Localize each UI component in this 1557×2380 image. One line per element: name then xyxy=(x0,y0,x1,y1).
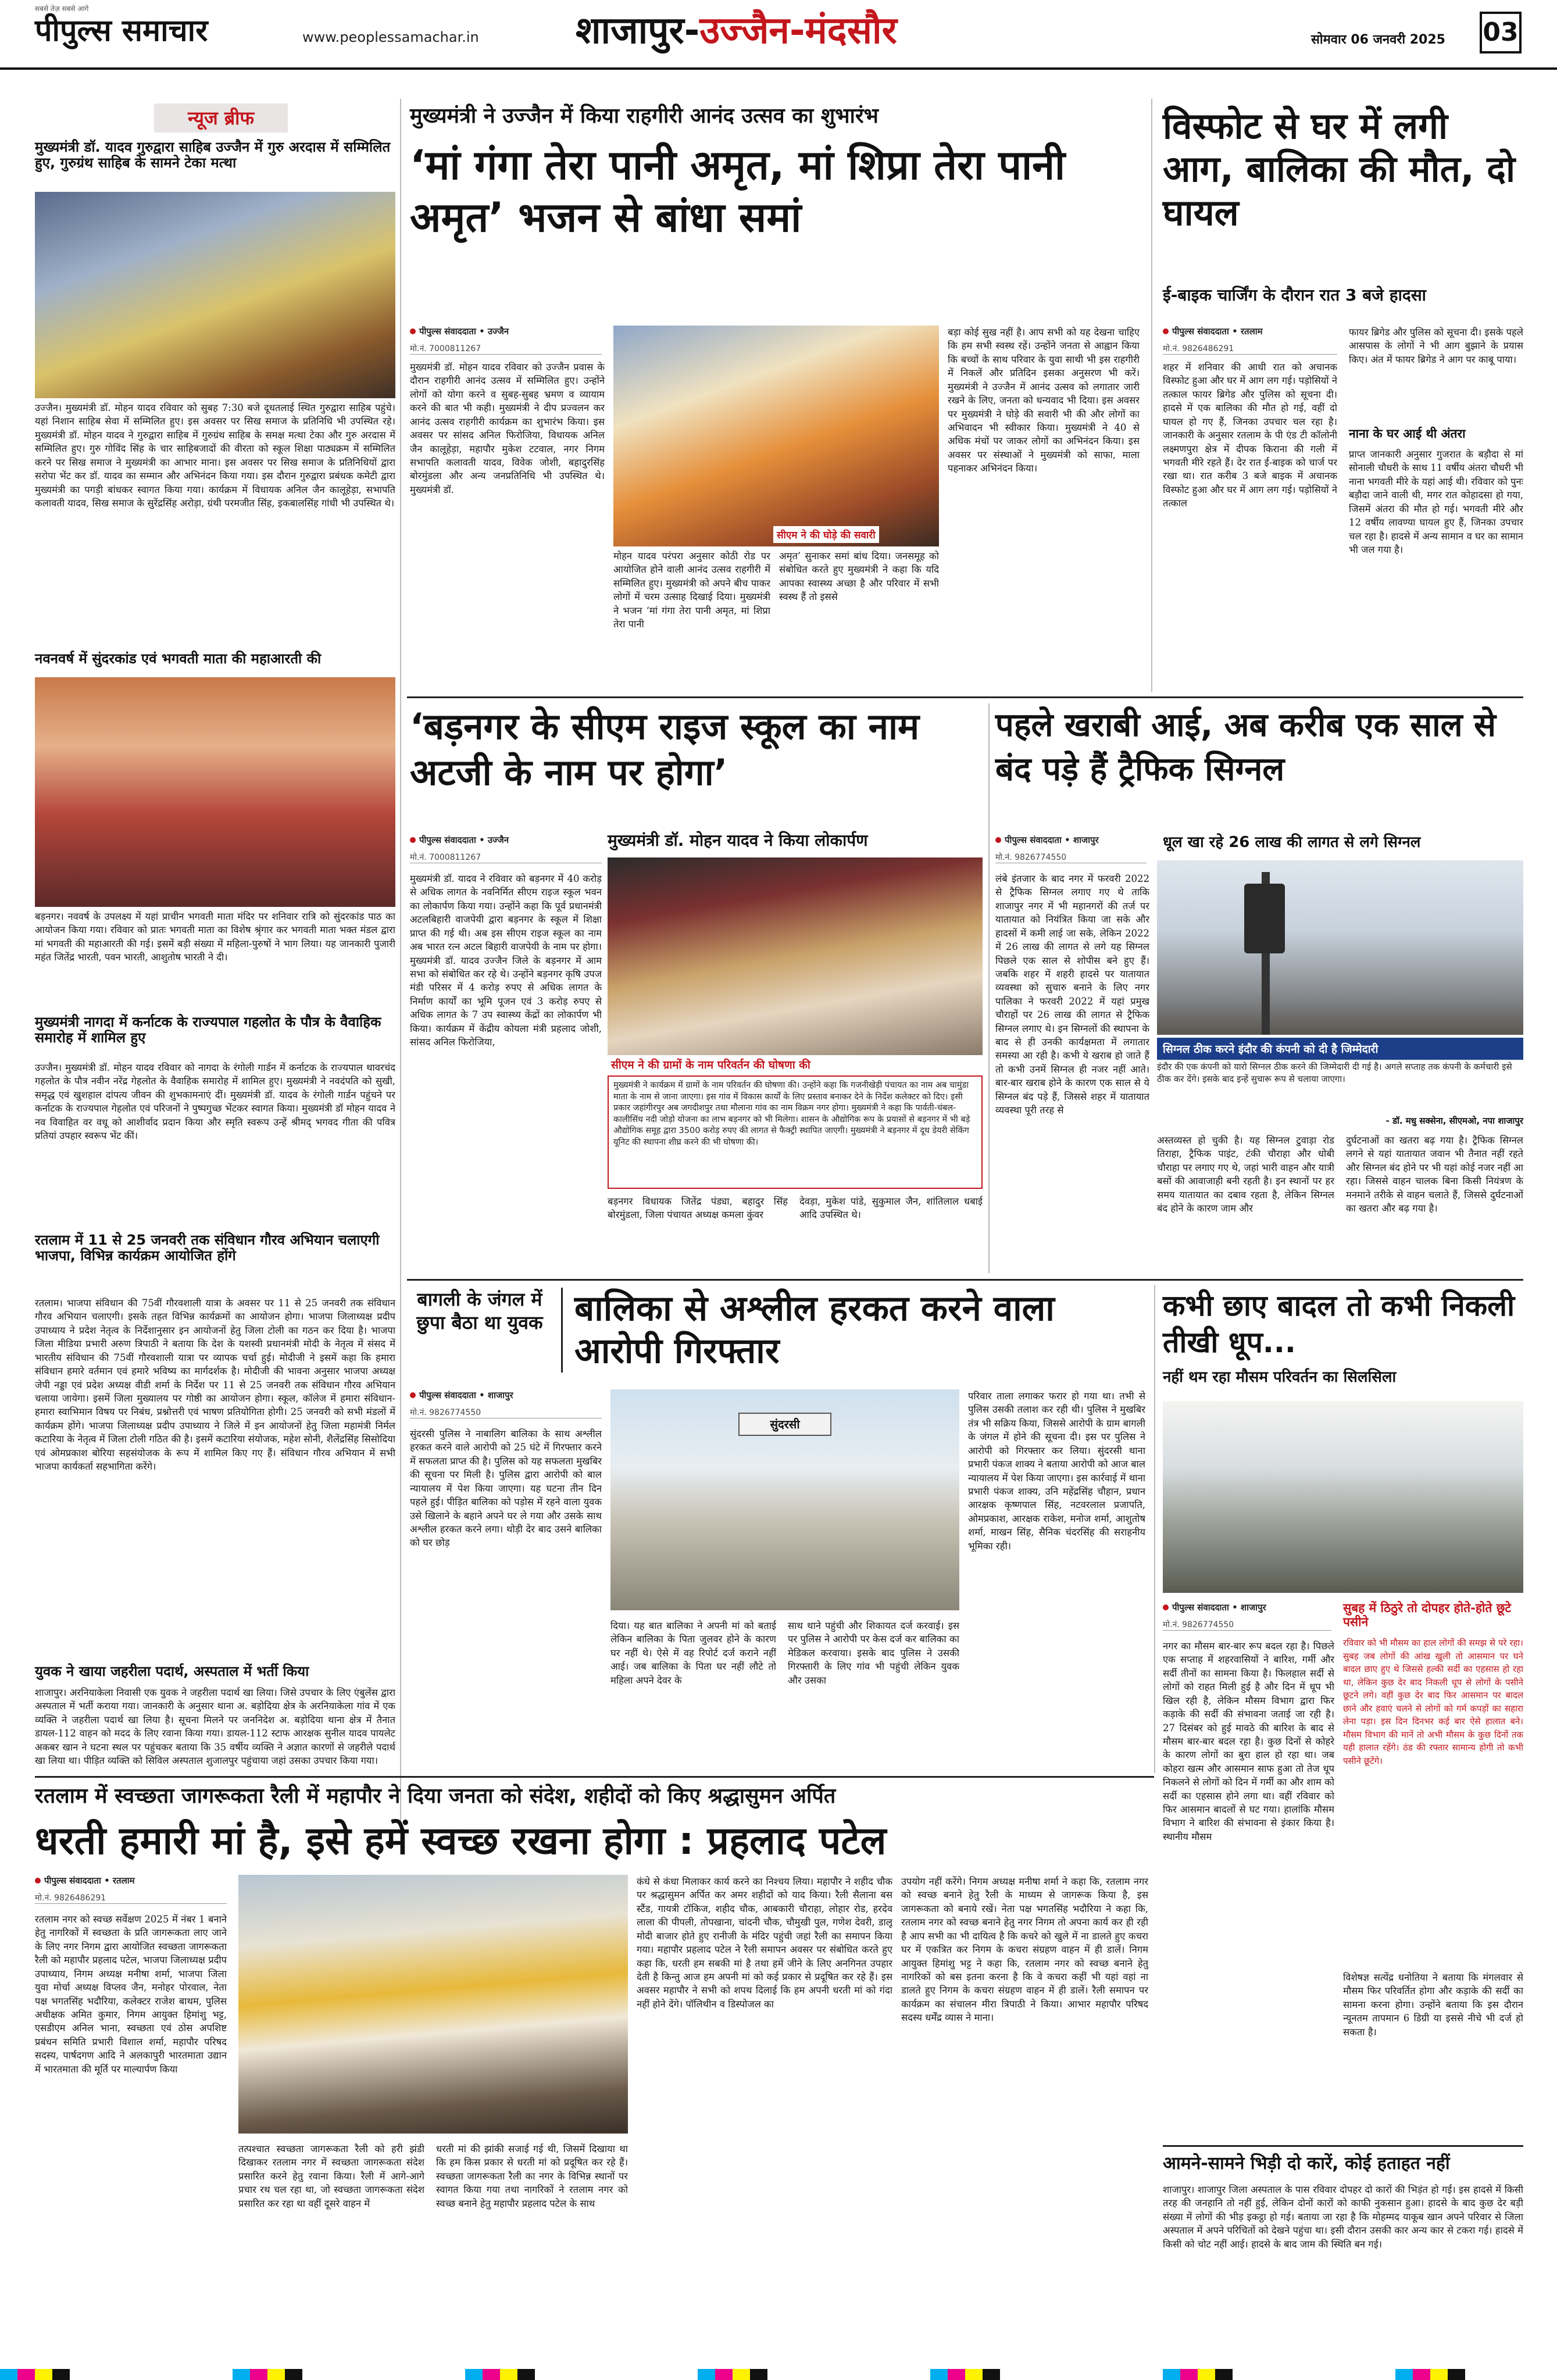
logo: पीपुल्स समाचार xyxy=(35,13,208,48)
story6-sub2-headline: आमने-सामने भिड़ी दो कारें, कोई हताहत नहीं xyxy=(1163,2153,1450,2174)
aarti-photo xyxy=(35,677,395,907)
police-station-sign: सुंदरसी xyxy=(738,1413,831,1436)
page-number: 03 xyxy=(1480,12,1522,53)
story7-mobile: मो.नं. 9826486291 xyxy=(35,1892,227,1904)
story1-headline: ‘मां गंगा तेरा पानी अमृत, मां शिप्रा तेरा पानी अमृत’ भजन से बांधा समां xyxy=(410,141,1066,241)
story2-col2: फायर ब्रिगेड और पुलिस को सूचना दी। इसके पहले आसपास के लोगों ने भी आग बुझाने के प्रयास किए। अंत में फायर ब्रिगेड ने आग पर काबू पाया। xyxy=(1349,327,1523,365)
website-url[interactable]: www.peoplessamachar.in xyxy=(302,29,479,45)
story1-col4: बड़ा कोई सुख नहीं है। आप सभी को यह देखना चाहिए कि हम सभी स्वस्थ रहें। उन्होंने जनता से आह्वान किया कि बच्चों के साथ परिवार के युवा साथी भी इस राहगीरी में निकलें और प्रतिदिन इसका अनुसरण भी करें। मुख्यमंत्री ने उज्जैन में आनंद उत्सव को लगातार जारी रखने के लिए, जनता को धन्यवाद भी दिया। इस अवसर पर मुख्यमंत्री ने घोड़े की सवारी भी की और लोगों का अभिवादन भी स्वीकार किया। मुख्यमंत्री ने 40 से अधिक मंचों पर जाकर लोगों का अभिनंदन किया। इस अवसर पर संस्थाओं ने मुख्यमंत्री को साफा, माला पहनाकर अभिनंदन किया। xyxy=(948,327,1140,474)
story2-col1: शहर में शनिवार की आधी रात को अचानक विस्फोट हुआ और घर में आग लग गई। पड़ोसियों ने तत्काल फायर ब्रिगेड और पुलिस को सूचना दी। हादसे में एक बालिका की मौत हो गई, वहीं दो घायल हो गए हैं, जिनका उपचार चल रहा है। जानकारी के अनुसार रतलाम के पी एंड टी कॉलोनी लक्ष्मणपुरा क्षेत्र में दीपक किराना की गली में भगवती मीरे रहते हैं। देर रात ई-बाइक को चार्ज पर रखा था। रात करीब 3 बजे बाइक में अचानक विस्फोट हुआ और घर में आग लग गई। पड़ोसियों ने तत्काल xyxy=(1163,362,1337,509)
divider-row3 xyxy=(35,1776,1154,1778)
brief-item1-headline: मुख्यमंत्री डॉ. यादव गुरुद्वारा साहिब उज्जैन में गुरु अरदास में सम्मिलित हुए, गुरुग्रंथ साहिब के सामने टेका मत्था xyxy=(35,139,391,171)
story3-byline xyxy=(410,834,509,846)
story3-photo xyxy=(608,857,983,1055)
story3-subhead: मुख्यमंत्री डॉ. मोहन यादव ने किया लोकार्पण xyxy=(608,831,868,850)
story6-col2: विशेषज्ञ सत्येंद्र धनोतिया ने बताया कि मंगलवार से मौसम फिर परिवर्तित होगा और कड़ाके की सर्दी का सामना करना होगा। उन्होंने बताया कि इस दौरान न्यूनतम तापमान 6 डिग्री या इससे नीचे भी दर्ज हो सकता है। xyxy=(1343,1972,1523,2038)
story7-byline xyxy=(35,1875,135,1886)
left-column-rule xyxy=(400,99,401,1854)
signal-head xyxy=(1244,884,1285,953)
story1-photo-caption: सीएम ने की घोड़े की सवारी xyxy=(773,526,879,543)
story5-mobile: मो.नं. 9826774550 xyxy=(410,1407,602,1418)
story5-col4: परिवार ताला लगाकर फरार हो गया था। तभी से पुलिस उसकी तलाश कर रही थी। पुलिस ने मुखबिर तंत्र भी सक्रिय किया, जिससे आरोपी के ग्राम बागली के जंगल में होने की सूचना दी। इस पर पुलिस ने आरोपी को गिरफ्तार कर लिया। सुंदरसी थाना प्रभारी पंकज शाक्य ने बताया आरोपी को आज बाल न्यायालय में पेश किया जाएगा। इस कार्रवाई में थाना प्रभारी पंकज शाक्य, उनि महेंद्रसिंह चौहान, प्रधान आरक्षक कृष्णपाल सिंह, नटवरलाल प्रजापति, ओमप्रकाश, आरक्षक राकेश, मनोज शर्मा, आशुतोष शर्मा, माखन सिंह, सैनिक चंदरसिंह की सराहनीय भूमिका रही। xyxy=(968,1391,1145,1552)
brief-item2-headline: नवनवर्ष में सुंदरकांड एवं भगवती माता की महाआरती की xyxy=(35,651,322,667)
story6-mobile: मो.नं. 9826774550 xyxy=(1163,1619,1331,1631)
brief-item5-headline: युवक ने खाया जहरीला पदार्थ, अस्पताल में भर्ती किया xyxy=(35,1663,309,1679)
byline-dot-icon xyxy=(995,837,1001,843)
story5-byline-text: पीपुल्स संवाददाता • शाजापुर xyxy=(419,1390,513,1400)
byline-dot-icon xyxy=(35,1878,41,1884)
story4-photo-caption: सिग्नल ठीक करने इंदौर की कंपनी को दी है जिम्मेदारी xyxy=(1157,1038,1523,1060)
byline-dot-icon xyxy=(410,328,416,334)
print-registration-bar xyxy=(0,2369,1557,2380)
story3-byline-text: पीपुल्स संवाददाता • उज्जैन xyxy=(419,835,509,845)
story2-subhead2: नाना के घर आई थी अंतरा xyxy=(1349,427,1466,441)
story6-headline: कभी छाए बादल तो कभी निकली तीखी धूप... xyxy=(1163,1289,1515,1359)
story5-col3: साथ थाने पहुंची और शिकायत दर्ज करवाई। इस पर पुलिस ने आरोपी पर केस दर्ज कर बालिका का मेडिकल करवाया। इसके बाद पुलिस ने उसकी गिरफ्तारी के लिए गांव भी पहुंची लेकिन युवक और उसका xyxy=(788,1620,959,1686)
story7-kicker: रतलाम में स्वच्छता जागरूकता रैली में महापौर ने दिया जनता को संदेश, शहीदों को किए श्रद्धासुमन अर्पित xyxy=(35,1784,836,1808)
story6-byline-text: पीपुल्स संवाददाता • शाजापुर xyxy=(1172,1602,1266,1613)
story5-headline: बालिका से अश्लील हरकत करने वाला आरोपी गिरफ्तार xyxy=(561,1288,1142,1373)
story1-photo xyxy=(613,326,939,546)
story1-col1: मुख्यमंत्री डॉ. मोहन यादव रविवार को उज्जैन प्रवास के दौरान राहगीरी आनंद उत्सव में सम्मिलित हुए। उन्होंने लोगों को योगा करने व सुबह-सुबह भ्रमण व व्यायाम करने की बात भी कही। मुख्यमंत्री ने दीप प्रज्वलन कर आनंद उत्सव राहगीरी कार्यक्रम का शुभारंभ किया। इस अवसर पर सांसद अनिल फिरोजिया, विधायक अनिल जैन कालूहेड़ा, महापौर मुकेश टटवाल, नगर निगम सभापति कलावती यादव, विवेक जोशी, बहादुरसिंह बोरमुंडला और अन्य जनप्रतिनिधि भी उपस्थित थे। मुख्यमंत्री डॉ. xyxy=(410,362,605,495)
story4-quote-by: - डॉ. मधु सक्सेना, सीएमओ, नपा शाजापुर xyxy=(1385,1116,1523,1126)
story5-col2: दिया। यह बात बालिका ने अपनी मां को बताई लेकिन बालिका के पिता जुलवर होने के कारण घर नहीं थे। ऐसे में वह रिपोर्ट दर्ज कराने नहीं आई। जब बालिका के पिता घर नहीं लौटे तो महिला अपने देवर के xyxy=(610,1620,776,1686)
traffic-signal-photo xyxy=(1157,860,1523,1035)
divider-right-bottom xyxy=(1163,2145,1523,2147)
story4-byline xyxy=(995,834,1099,846)
byline-dot-icon xyxy=(410,1392,416,1398)
police-station-photo xyxy=(610,1389,959,1610)
story5-side-head: बागली के जंगल में छुपा बैठा था युवक xyxy=(416,1288,543,1334)
story7-col4: कंधे से कंधा मिलाकर कार्य करने का निश्चय लिया। महापौर ने शहीद चौक पर श्रद्धासुमन अर्पित कर अमर शहीदों को याद किया। रैली सैलाना बस स्टैंड, गायत्री टॉकिज, शहीद चौक, आबकारी चौराहा, लोहार रोड, हरदेव लाला की पीपली, तोपखाना, चांदनी चौक, चौमुखी पुल, गणेश देवरी, डालू मोदी बाजार होते हुए रानीजी के मंदिर पहुंची जहां रैली का समापन किया गया। महापौर प्रहलाद पटेल ने रैली समापन अवसर पर संबोधित करते हुए कहा कि, धरती हम सबकी मां है तथा हमें जीने के लिए अनगिनत उपहार देती है किन्तु आज हम अपनी मां को कई प्रकार से प्रदूषित कर रहे हैं। इस अवसर महापौर ने सभी को शपथ दिलाई कि हम अपनी धरती मां को गंदा नहीं होने देंगे। पॉलिथीन व डिस्पोजल का xyxy=(637,1876,892,2010)
story6-subhead: नहीं थम रहा मौसम परिवर्तन का सिलसिला xyxy=(1163,1368,1397,1386)
story3-highlight: मुख्यमंत्री ने कार्यक्रम में ग्रामों के नाम परिवर्तन की घोषणा की। उन्होंने कहा कि गजनीखेड़ी पंचायत का नाम अब चामुंडा माता के नाम से जाना जाएगा। इस गांव में विकास कार्यों के लिए प्रस्ताव बनाकर देने के निर्देश कलेक्टर को दिए। इसी प्रकार जहांगीरपुर अब जगदीशपुर तथा मौलाना गांव का नाम विक्रम नगर होगा। मुख्यमंत्री ने कहा कि पार्वती-चंबल-कालीसिंध नदी जोड़ो योजना का लाभ बड़नगर को भी मिलेगा। शासन के औद्योगिक रूप के प्रयासों से बड़नगर में भी बड़े औद्योगिक समूह द्वारा 3500 करोड़ रुपए की लागत से फैक्ट्री स्थापित जाएगी। मुख्यमंत्री ने बड़नगर में दूध डेयरी सेकिंग यूनिट की स्थापना शीघ्र करने की भी घोषणा की। xyxy=(608,1075,983,1189)
story6-side-text: रविवार को भी मौसम का हाल लोगों की समझ से परे रहा। सुबह जब लोगों की आंख खुली तो आसमान पर घने बादल छाए हुए थे जिससे हल्की सर्दी का एहसास हो रहा था, लेकिन कुछ देर बाद निकली धूप से लोगों के पसीने छूटने लगे। वहीं कुछ देर बाद फिर आसमान पर बादल छाने और हवाएं चलने से लोगों को गर्म कपड़ों का सहारा लेना पड़ा। इस दिन दिनभर कई बार ऐसे हालात बने। मौसम विभाग की मानें तो अभी मौसम के कुछ दिनों तक यही हालात रहेंगे। ठंड की रफ्तार सामान्य होगी तो कभी पसीने छूटेंगे। xyxy=(1343,1638,1523,1766)
story5-rule xyxy=(1154,1285,1155,1773)
brief-item4-headline: रतलाम में 11 से 25 जनवरी तक संविधान गौरव अभियान चलाएगी भाजपा, विभिन्न कार्यक्रम आयोजित होंगे xyxy=(35,1232,380,1264)
story2-byline xyxy=(1163,326,1263,337)
logo-tagline: सबसे तेज़ सबसे आगे xyxy=(35,5,89,13)
weather-photo xyxy=(1163,1401,1523,1593)
story4-col2: अस्तव्यस्त हो चुकी है। यह सिग्नल टुवाड़ा रोड तिराहा, ट्रैफिक पाइंट, टंकी चौराहा और धोबी चौराहा पर लगाए गए थे, जहां भारी वाहन और यात्री बसों की आवाजाही बनी रहती है। इन स्थानों पर हर समय यातायात का दबाव रहता है, लेकिन सिग्नल बंद होने के कारण जाम और xyxy=(1157,1135,1334,1214)
story1-col3: अमृत’ सुनाकर समां बांध दिया। जनसमूह को संबोधित करते हुए मुख्यमंत्री ने कहा कि यदि आपका स्वास्थ्य अच्छा है और परिवार में सभी स्वस्थ हैं तो इससे xyxy=(779,551,939,603)
story6-side-head: सुबह में ठिठुरे तो दोपहर होते-होते छूटे पसीने xyxy=(1343,1601,1511,1629)
story3-col3: देवड़ा, मुकेश पांडे, सुकुमाल जैन, शांतिलाल धबाई आदि उपस्थित थे। xyxy=(799,1196,983,1221)
story4-headline: पहले खराबी आई, अब करीब एक साल से बंद पड़े हैं ट्रैफिक सिग्नल xyxy=(995,706,1496,788)
story3-col1: मुख्यमंत्री डॉ. यादव ने रविवार को बड़नगर में 40 करोड़ से अधिक लागत के नवनिर्मित सीएम राइज स्कूल भवन का लोकार्पण किया गया। उन्होंने कहा कि पूर्व प्रधानमंत्री अटलबिहारी वाजपेयी द्वारा बड़नगर के स्कूल में शिक्षा प्राप्त की गई थी। अब इस सीएम राइज स्कूल का नाम अब भारत रत्न अटल बिहारी वाजपेयी के नाम पर होगा। मुख्यमंत्री डॉ. यादव उज्जैन जिले के बड़नगर में आम सभा को संबोधित कर रहे थे। उन्होंने बड़नगर कृषि उपज मंडी परिसर में 4 करोड़ रुपए से अधिक लागत के निर्माण कार्यों का भूमि पूजन एवं 3 करोड़ रुपए से अधिक लागत के 7 उप स्वास्थ्य केंद्रों का लोकार्पण भी किया। कार्यक्रम में केंद्रीय कोयला मंत्री प्रहलाद जोशी, सांसद अनिल फिरोजिया, xyxy=(410,873,602,1048)
story4-col3: दुर्घटनाओं का खतरा बढ़ गया है। ट्रैफिक सिग्नल लगने से यहां यातायात जवान भी तैनात नहीं रहते और सिग्नल बंद होने पर भी यहां कोई नजर नहीं आ रहा। जिससे वाहन चालक बिना किसी नियंत्रण के मनमाने तरीके से वाहन चलाते हैं, जिससे दुर्घटनाओं का खतरा और बढ़ गया है। xyxy=(1346,1135,1523,1214)
story3-photo-caption: सीएम ने की ग्रामों के नाम परिवर्तन की घोषणा की xyxy=(608,1055,983,1074)
story4-col1: लंबे इंतजार के बाद नगर में फरवरी 2022 से ट्रैफिक सिग्नल लगाए गए थे ताकि शाजापुर नगर में भी महानगरों की तर्ज पर यातायात को नियंत्रित किया जा सके और हादसों में कमी लाई जा सके, लेकिन 2022 में 26 लाख की लागत से लगे यह सिग्नल पिछले एक साल से शोपीस बने हुए हैं। जबकि शहर में शहरी हादसे पर यातायात व्यवस्था को सुचारु बनाने के लिए नगर पालिका ने फरवरी 2022 में यहां प्रमुख चौराहों पर 26 लाख की लागत से ट्रैफिक सिग्नल लगाए थे। इन सिग्नलों की स्थापना के बाद से ही उनकी कार्यक्षमता में लगातार समस्या आ रही है। कभी ये खराब हो जाते हैं तो कभी उनमें सिग्नल ही नजर नहीं आते। बार-बार खराब होने के कारण एक साल से ये सिग्नल बंद पड़े हैं, जिससे शहर में यातायात व्यवस्था पूरी तरह से xyxy=(995,873,1149,1116)
brief-item4-text: रतलाम। भाजपा संविधान की 75वीं गौरवशाली यात्रा के अवसर पर 11 से 25 जनवरी तक संविधान गौरव अभियान चलाएगी। इसके तहत विभिन्न कार्यक्रमों का आयोजन होगा। भाजपा जिलाध्यक्ष प्रदीप उपाध्याय ने प्रदेश नेतृत्व के निर्देशानुसार इन आयोजनों हेतु जिला टोली का गठन कर दिया है। भाजपा जिला मीडिया प्रभारी अरुण त्रिपाठी ने बताया कि देश के यशस्वी प्रधानमंत्री मोदी के नेतृत्व में संसद में भारतीय संविधान की 75वीं गौरवशाली यात्रा पर व्यापक चर्चा हुई। मोदीजी ने इसमें कहा कि हमारा संविधान हमारे वर्तमान एवं हमारे भविष्य का मार्गदर्शक है। मोदीजी की भावना अनुसार भाजपा अध्यक्ष जेपी नड्डा एवं प्रदेश अध्यक्ष वीडी शर्मा के निर्देश पर 11 से 25 जनवरी तक संविधान गौरव अभियान चलाया जायेगा। इसमें जिला मुख्यालय पर गोष्ठी का आयोजन होगा। स्कूल, कॉलेज में हमारा संविधान-हमारा स्वाभिमान विषय पर निबंध, प्रश्नोत्तरी एवं भाषण प्रतियोगिता होगी। 25 जनवरी को सभी मंडलों में कार्यक्रम होंगे। भाजपा जिलाध्यक्ष प्रदीप उपाध्याय ने जिले में इन आयोजनों हेतु जिला महामंत्री निर्मल कटारिया के नेतृत्व में जिला टोली गठित की है। इसमें कटारिया संयोजक, महेश सोनी, शैलेंद्रसिंह सिसोदिया एवं ओमप्रकाश बोरिया सहसंयोजक के रूप में शामिल किए गए हैं। संविधान गौरव अभियान में सभी भाजपा कार्यकर्ता सहभागिता करेंगे। xyxy=(35,1298,395,1473)
brief-item1-text: उज्जैन। मुख्यमंत्री डॉ. मोहन यादव रविवार को सुबह 7:30 बजे दूधतलाई स्थित गुरुद्वारा साहिब पहुंचे। यहां निशान साहिब सेवा में सम्मिलित हुए। इस अवसर पर सिख समाज के प्रतिनिधि भी उपस्थित रहे। मुख्यमंत्री डॉ. मोहन यादव ने गुरुद्वारा साहिब में गुरुग्रंथ साहिब के समक्ष मत्था टेका और गुरु अरदास में सम्मिलित हुए। गुरु गोविंद सिंह के चार साहिबजादों की वीरता को स्कूल शिक्षा पाठ्यक्रम में सम्मिलित करने पर सिख समाज ने मुख्यमंत्री का आभार माना। इस अवसर पर सिख समाज के प्रतिनिधियों द्वारा सरोपा भेंट कर डॉ. यादव का सम्मान और अभिनंदन किया गया। इस दौरान गुरुद्वारा प्रबंधक कमेटी द्वारा मुख्यमंत्री का पगड़ी बांधकर स्वागत किया गया। कार्यक्रम में विधायक अनिल जैन कालूहेड़ा, सभापति कलावती यादव, सिख समाज के सुरेंद्रसिंह अरोड़ा, ग्रंथी परमजीत सिंह, इकबालसिंह गांधी भी उपस्थित थे। xyxy=(35,402,395,509)
story7-col3: धरती मां की झांकी सजाई गई थी, जिसमें दिखाया था कि हम किस प्रकार से धरती मां को प्रदूषित कर रहे हैं। स्वच्छता जागरूकता रैली का नगर के विभिन्न स्थानों पर स्वागत किया गया तथा नागरिकों ने रतलाम नगर को स्वच्छ बनाने हेतु महापौर प्रहलाद पटेल के साथ xyxy=(436,2143,628,2209)
story7-headline: धरती हमारी मां है, इसे हमें स्वच्छ रखना होगा : प्रहलाद पटेल xyxy=(35,1818,887,1863)
byline-dot-icon xyxy=(1163,328,1169,334)
brief-item2-text: बड़नगर। नववर्ष के उपलक्ष्य में यहां प्राचीन भगवती माता मंदिर पर शनिवार रात्रि को सुंदरकांड पाठ का आयोजन किया गया। रविवार को प्रातः भगवती माता का विशेष श्रृंगार कर भगवती माता भक्त मंडल द्वारा मां भगवती की महाआरती की गई। इसमें बड़ी संख्या में महिला-पुरुषों ने भाग लिया। यह जानकारी पुजारी महंत जितेंद्र भारती, पवन भारती, आशुतोष भारती ने दी। xyxy=(35,911,395,963)
story7-col5: उपयोग नहीं करेंगे। निगम अध्यक्ष मनीषा शर्मा ने कहा कि, रतलाम नगर को स्वच्छ बनाने हेतु रैली के माध्यम से जागरूक किया है, इस जागरूकता को बनाये रखें। नेता पक्ष भगतसिंह भदौरिया ने कहा कि, रतलाम नगर को स्वच्छ बनाने हेतु नगर निगम तो अपना कार्य कर ही रही है आप सभी का भी दायित्व है कि कचरे को खुले में ना डालते हुए कचरा घर में एकत्रित कर निगम के कचरा संग्रहण वाहन में ही डालें। निगम आयुक्त हिमांशु भट्ट ने कहा कि, रतलाम नगर को स्वच्छ बनाने हेतु नागरिकों को बस इतना करना है कि वे कचरा कहीं भी यहां वहां ना डालते हुए निगम के कचरा संग्रहण वाहन में ही डालें। रैली समापन पर कार्यक्रम का संचालन मीरा त्रिपाठी ने किया। आभार महापौर परिषद सदस्य धर्मेंद्र व्यास ने माना। xyxy=(901,1876,1148,2024)
story6-byline xyxy=(1163,1602,1266,1613)
cleanliness-rally-photo xyxy=(238,1875,628,2134)
divider-row2 xyxy=(407,1279,1523,1281)
story1-col2: मोहन यादव परंपरा अनुसार कोठी रोड पर आयोजित होने वाली आनंद उत्सव राहगीरी में सम्मिलित हुए। मुख्यमंत्री को अपने बीच पाकर लोगों में चरम उत्साह दिखाई दिया। मुख्यमंत्री ने भजन ‘मां गंगा तेरा पानी अमृत, मां शिप्रा तेरा पानी xyxy=(613,551,770,630)
divider-row1 xyxy=(407,696,1523,698)
story3-col2: बड़नगर विधायक जितेंद्र पंड्या, बहादुर सिंह बोरमुंडला, जिला पंचायत अध्यक्ष कमला कुंवर xyxy=(608,1196,788,1221)
masthead xyxy=(0,0,1557,70)
gurudwara-photo xyxy=(35,192,395,398)
story4-byline-text: पीपुल्स संवाददाता • शाजापुर xyxy=(1005,835,1099,845)
byline-dot-icon xyxy=(1163,1604,1169,1610)
brief-item5-text: शाजापुर। अरनियाकेला निवासी एक युवक ने जहरीला पदार्थ खा लिया। जिसे उपचार के लिए एंबुलेंस द्वारा अस्पताल में भर्ती कराया गया। जानकारी के अनुसार थाना अ. बड़ोदिया क्षेत्र के अरनियाकेला गांव में एक व्यक्ति ने जहरीला पदार्थ खा लिया है। सूचना मिलने पर जननिदेश अ. बड़ोदिया थाना क्षेत्र में तैनात डायल-112 वाहन को मदद के लिए रवाना किया गया। डायल-112 स्टाफ आरक्षक सुनील यादव पायलेट अकबर खान ने घटना स्थल पर पहुंचकर बताया कि 35 वर्षीय व्यक्ति ने अज्ञात कारणों से जहरीले पदार्थ खा लिया था। पीड़ित व्यक्ति को सिविल अस्पताल शुजालपुर पहुंचाया जहां उसका उपचार किया गया। xyxy=(35,1687,395,1767)
story7-byline-text: पीपुल्स संवाददाता • रतलाम xyxy=(44,1875,135,1886)
story4-subhead: धूल खा रहे 26 लाख की लागत से लगे सिग्नल xyxy=(1163,834,1421,851)
story4-mobile: मो.नं. 9826774550 xyxy=(995,852,1147,863)
brief-item3-text: उज्जैन। मुख्यमंत्री डॉ. मोहन यादव रविवार को नागदा के रंगोली गार्डन में कर्नाटक के राज्यपाल थावरचंद गहलोत के पौत्र नवीन नरेंद्र गेहलोत के वैवाहिक समारोह में शामिल हुए। मुख्यमंत्री ने नवदंपति को सुखी, समृद्ध एवं खुशहाल दांपत्य जीवन की शुभकामनाएं दीं। मुख्यमंत्री डॉ. यादव के रंगोली गार्डन पहुंचने पर कर्नाटक के राज्यपाल गेहलोत एवं परिजनों ने पुष्पगुच्छ भेंटकर स्वागत किया। मुख्यमंत्री डॉ मोहन यादव ने नव विवाहित वर वधू को आशीर्वाद प्रदान किया और स्मृति स्वरूप उन्हें श्रीमद् भगवद गीता की पवित्र प्रतियां उपहार स्वरूप भेंट कीं। xyxy=(35,1062,395,1142)
story3-mobile: मो.नं. 7000811267 xyxy=(410,852,602,863)
story7-col2: तत्पश्चात स्वच्छता जागरूकता रैली को हरी झंडी दिखाकर रतलाम नगर में स्वच्छता जागरूकता संदेश प्रसारित करने हेतु रवाना किया। रैली में आगे-आगे प्रचार रथ चल रहा था, जो स्वच्छता जागरूकता संदेश प्रसारित कर रहा था वहीं दूसरे वाहन में xyxy=(238,2143,424,2209)
story1-rule xyxy=(1151,99,1152,692)
story2-headline: विस्फोट से घर में लगी आग, बालिका की मौत, दो घायल xyxy=(1163,105,1516,234)
region-title-part1: शाजापुर- xyxy=(576,9,700,52)
brief-item3-headline: मुख्यमंत्री नागदा में कर्नाटक के राज्यपाल गहलोत के पौत्र के वैवाहिक समारोह में शामिल हुए xyxy=(35,1014,381,1046)
story5-col1: सुंदरसी पुलिस ने नाबालिग बालिका के साथ अश्लील हरकत करने वाले आरोपी को 25 घंटे में गिरफ्तार करने में सफलता प्राप्त की है। पुलिस को यह सफलता मुखबिर की सूचना पर मिली है। पुलिस द्वारा आरोपी को बाल न्यायालय में पेश किया जाएगा। यह घटना तीन दिन पहले हुई। पीड़ित बालिका को पड़ोस में रहने वाला युवक उसे खिलाने के बहाने अपने घर ले गया और उसके साथ अश्लील हरकत करने लगा। थोड़ी देर बाद उसने बालिका को घर छोड़ xyxy=(410,1428,602,1549)
story6-col1: नगर का मौसम बार-बार रूप बदल रहा है। पिछले एक सप्ताह में शहरवासियों ने बारिश, गर्मी और सर्दी तीनों का सामना किया है। फिलहाल सर्दी से लोगों को राहत मिली हुई है और दिन में धूप भी खिल रही है, लेकिन मौसम विभाग द्वारा फिर कड़ाके की सर्दी की संभावना जताई जा रही है। 27 दिसंबर को हुई मावठे की बारिश के बाद से मौसम बार-बार बदल रहा है। कुछ दिनों से कोहरे के कारण लोगों का बुरा हाल हो रहा था। जब कोहरा खत्म और आसमान साफ हुआ तो तेज धूप निकलने से लोगों को दिन में गर्मी का और शाम को सर्दी का एहसास होने लगा था। वहीं रविवार को फिर आसमान बादलों से घट गया। हालांकि मौसम विभाग ने बारिश की संभावना से इंकार किया है। स्थानीय मौसम xyxy=(1163,1641,1334,1842)
issue-date: सोमवार 06 जनवरी 2025 xyxy=(1311,33,1445,47)
story4-quote: इंदौर की एक कंपनी को यारो सिग्नल ठीक करने की जिम्मेदारी दी गई है। अगले सप्ताह तक कंपनी के कर्मचारी इसे ठीक कर देंगे। इसके बाद इन्हें सुचारू रूप से चलाया जाएगा। xyxy=(1157,1062,1512,1084)
region-title-part2: उज्जैन-मंदसौर xyxy=(699,9,897,52)
news-brief-label: न्यूज ब्रीफ xyxy=(154,103,288,133)
story3-headline: ‘बड़नगर के सीएम राइज स्कूल का नाम अटजी के नाम पर होगा’ xyxy=(410,705,920,794)
story1-byline-text: पीपुल्स संवाददाता • उज्जैन xyxy=(419,326,509,337)
story2-byline-text: पीपुल्स संवाददाता • रतलाम xyxy=(1172,326,1263,337)
byline-dot-icon xyxy=(410,837,416,843)
story1-byline xyxy=(410,326,509,337)
story2-subhead: ई-बाइक चार्जिंग के दौरान रात 3 बजे हादसा xyxy=(1163,285,1426,305)
story2-mobile: मो.नं. 9826486291 xyxy=(1163,343,1337,355)
region-title xyxy=(576,10,897,52)
story1-mobile: मो.नं. 7000811267 xyxy=(410,343,602,355)
story5-byline xyxy=(410,1389,513,1401)
story2-col2b: प्राप्त जानकारी अनुसार गुजरात के बड़ौदा से मां सोनाली चौधरी के साथ 11 वर्षीय अंतरा चौधरी भी नाना भगवती मीरे के यहां आई थी। रविवार को पुनः बड़ौदा जाने वाली थी, मगर रात कोहादसा हो गया, जिसमें अंतरा की मौत हो गई। भगवती मीरे और 12 वर्षीय लावण्या घायल हुए हैं, जिनका उपचार चल रहा है। हादसे में अन्य सामान व घर का सामान भी जल गया है। xyxy=(1349,449,1523,555)
story3-rule xyxy=(988,703,990,1273)
story1-kicker: मुख्यमंत्री ने उज्जैन में किया राहगीरी आनंद उत्सव का शुभारंभ xyxy=(410,104,879,128)
story6-col3: शाजापुर। शाजापुर जिला अस्पताल के पास रविवार दोपहर दो कारों की भिड़ंत हो गई। इस हादसे में किसी तरह की जनहानि तो नहीं हुई, लेकिन दोनों कारों को काफी नुकसान हुआ। हादसे के बाद कुछ देर बड़ी संख्या में लोगों की भीड़ इकट्ठा हो गई। बताया जा रहा है कि मोहम्मद याकूब खान अपने परिवार से जिला अस्पताल में अपने परिचितों को देखने पहुंचा था। इसी दौरान उसकी कार अन्य कार से टकरा गई। हादसे में किसी को चोट नहीं आई। हादसे के बाद जाम की स्थिति बन गई। xyxy=(1163,2184,1523,2250)
story7-col1: रतलाम नगर को स्वच्छ सर्वेक्षण 2025 में नंबर 1 बनाने हेतु नागरिकों में स्वच्छता के प्रति जागरूकता लाए जाने के लिए नगर निगम द्वारा आयोजित स्वच्छता जागरूकता रैली को महापौर प्रहलाद पटेल, भाजपा जिलाध्यक्ष प्रदीप उपाध्याय, निगम अध्यक्ष मनीषा शर्मा, भाजपा जिला युवा मोर्चा अध्यक्ष विप्लव जैन, मनोहर पोरवाल, नेता पक्ष भगतसिंह भदौरिया, कलेक्टर राजेश बाथम, पुलिस अधीक्षक अमित कुमार, निगम आयुक्त हिमांशु भट्ट, एसडीएम अनिल भाना, स्वच्छता एवं ठोस अपशिष्ट प्रबंधन समिति प्रभारी विशाल शर्मा, महापौर परिषद सदस्य, पार्षदगण आदि ने अलकापुरी भारतमाता उद्यान में भारतमाता की मूर्ति पर माल्यार्पण किया xyxy=(35,1914,227,2075)
